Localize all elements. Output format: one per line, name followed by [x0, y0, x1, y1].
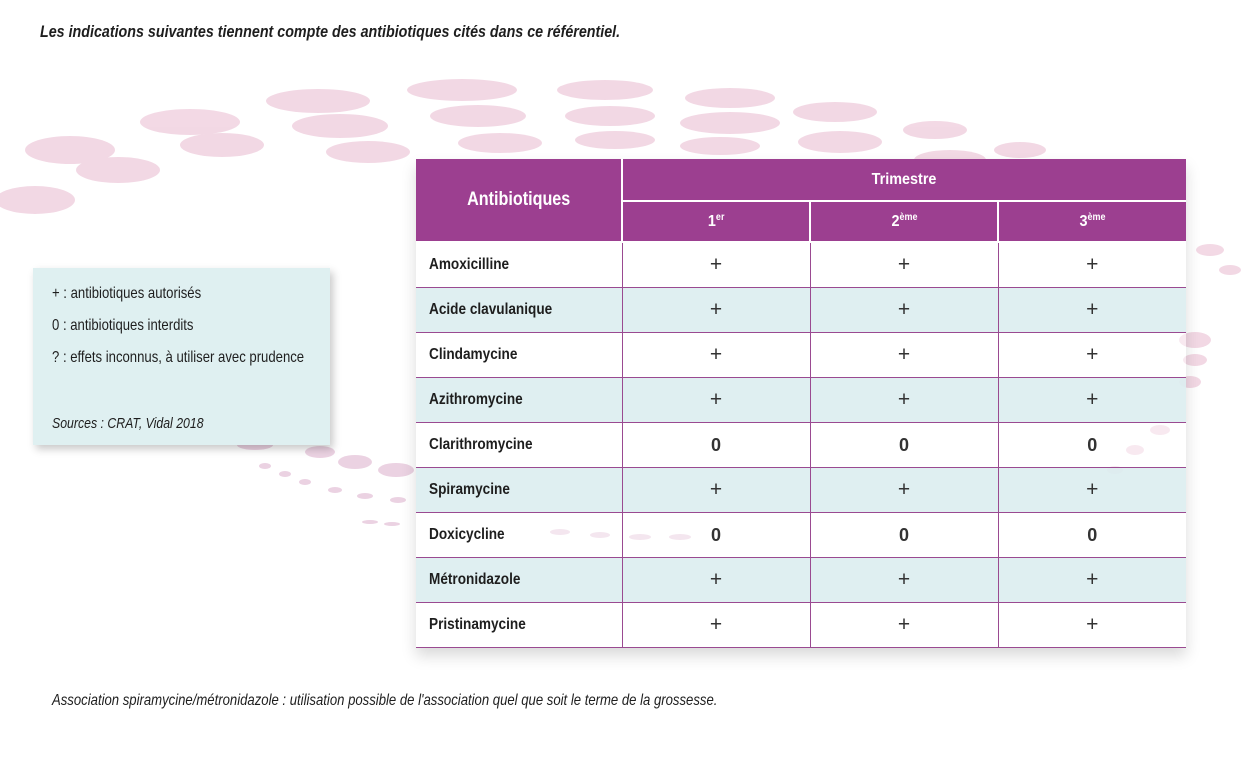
legend-line-allowed: + : antibiotiques autorisés [52, 285, 202, 302]
trimester-3-value: 0 [998, 423, 1186, 468]
header-trimestre: Trimestre [622, 159, 1186, 201]
trimester-1-value: + [622, 333, 810, 378]
antibiotics-table [416, 159, 1186, 648]
table-row [416, 513, 1186, 558]
trimester-2-value: + [810, 288, 998, 333]
antibiotic-name: Métronidazole [416, 558, 622, 603]
trimester-2-value: + [810, 378, 998, 423]
antibiotic-name: Azithromycine [416, 378, 622, 423]
trimester-1-value: + [622, 603, 810, 648]
antibiotic-name: Doxicycline [416, 513, 622, 558]
trimester-1-value: + [622, 468, 810, 513]
trimester-3-value: + [998, 333, 1186, 378]
trimester-2-value: 0 [810, 423, 998, 468]
header-trimester-3: 3ème [998, 201, 1186, 242]
table-row [416, 558, 1186, 603]
trimester-2-value: + [810, 333, 998, 378]
antibiotic-name: Spiramycine [416, 468, 622, 513]
table-row [416, 468, 1186, 513]
trimester-2-value: 0 [810, 513, 998, 558]
trimester-3-value: + [998, 288, 1186, 333]
trimester-1-value: 0 [622, 513, 810, 558]
trimester-1-value: + [622, 242, 810, 288]
antibiotic-name: Clindamycine [416, 333, 622, 378]
trimester-2-value: + [810, 468, 998, 513]
intro-text: Les indications suivantes tiennent compte des antibiotiques cités dans ce référentiel. [40, 22, 621, 41]
trimester-3-value: + [998, 242, 1186, 288]
trimester-3-value: + [998, 468, 1186, 513]
antibiotic-name: Clarithromycine [416, 423, 622, 468]
table-row [416, 378, 1186, 423]
legend-line-unknown: ? : effets inconnus, à utiliser avec prudence [52, 349, 305, 366]
trimester-1-value: + [622, 288, 810, 333]
table-row [416, 603, 1186, 648]
table-body [416, 242, 1186, 648]
trimester-2-value: + [810, 242, 998, 288]
header-trimester-2: 2ème [810, 201, 998, 242]
footnote: Association spiramycine/métronidazole : utilisation possible de l'association quel que soit le terme de la grossesse. [52, 692, 718, 709]
table-row [416, 242, 1186, 288]
antibiotic-name: Amoxicilline [416, 242, 622, 288]
legend-line-forbidden: 0 : antibiotiques interdits [52, 317, 194, 334]
legend-sources: Sources : CRAT, Vidal 2018 [52, 415, 204, 432]
trimester-3-value: + [998, 558, 1186, 603]
table-row [416, 423, 1186, 468]
antibiotic-name: Pristinamycine [416, 603, 622, 648]
trimester-1-value: + [622, 558, 810, 603]
legend-box [33, 268, 330, 445]
table-row [416, 288, 1186, 333]
trimester-2-value: + [810, 558, 998, 603]
trimester-3-value: + [998, 378, 1186, 423]
trimester-2-value: + [810, 603, 998, 648]
header-antibiotics: Antibiotiques [416, 159, 622, 242]
antibiotic-name: Acide clavulanique [416, 288, 622, 333]
header-trimester-1: 1er [622, 201, 810, 242]
antibiotics-table-container [416, 159, 1186, 648]
trimester-1-value: 0 [622, 423, 810, 468]
trimester-3-value: + [998, 603, 1186, 648]
table-row [416, 333, 1186, 378]
trimester-3-value: 0 [998, 513, 1186, 558]
trimester-1-value: + [622, 378, 810, 423]
